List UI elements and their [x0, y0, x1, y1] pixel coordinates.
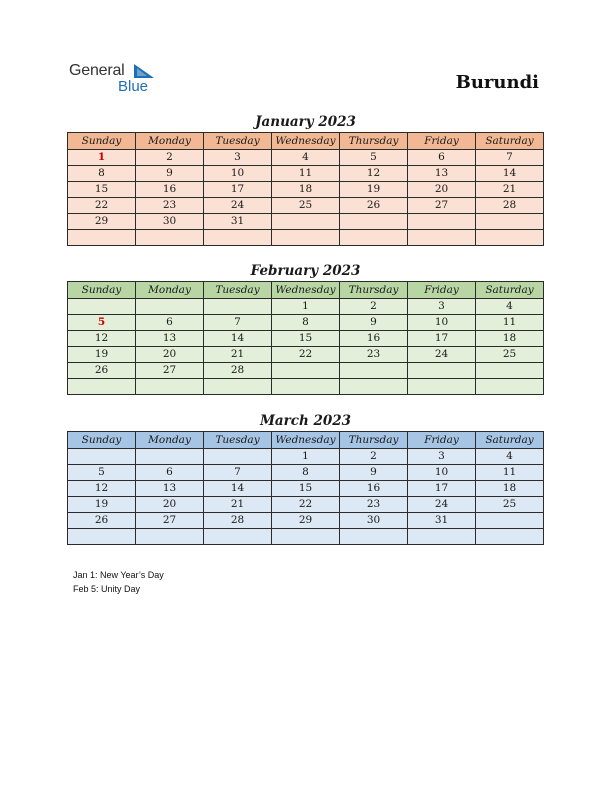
day-cell: 24 [204, 198, 272, 214]
day-cell [340, 379, 408, 395]
day-cell [136, 529, 204, 545]
day-cell: 4 [476, 449, 544, 465]
day-cell: 25 [476, 347, 544, 363]
week-row [68, 379, 544, 395]
weekday-header: Saturday [476, 282, 544, 299]
week-row [68, 465, 544, 481]
day-cell [68, 449, 136, 465]
day-cell [68, 230, 136, 246]
day-cell: 20 [136, 497, 204, 513]
month-title: January 2023 [255, 114, 356, 130]
day-cell: 2 [136, 150, 204, 166]
day-cell [68, 379, 136, 395]
day-cell: 31 [204, 214, 272, 230]
day-cell: 29 [272, 513, 340, 529]
week-row [68, 481, 544, 497]
day-cell: 6 [136, 465, 204, 481]
day-cell: 8 [68, 166, 136, 182]
day-cell: 16 [340, 481, 408, 497]
day-cell: 30 [136, 214, 204, 230]
day-cell [476, 230, 544, 246]
weekday-header: Sunday [68, 432, 136, 449]
week-row [68, 166, 544, 182]
day-cell: 15 [272, 481, 340, 497]
day-cell: 31 [408, 513, 476, 529]
day-cell: 16 [136, 182, 204, 198]
logo-word-general: General [69, 62, 125, 79]
day-cell: 13 [408, 166, 476, 182]
day-cell: 12 [68, 331, 136, 347]
day-cell: 18 [476, 331, 544, 347]
day-cell: 5 [68, 465, 136, 481]
day-cell: 4 [476, 299, 544, 315]
day-cell: 21 [204, 347, 272, 363]
day-cell: 6 [408, 150, 476, 166]
day-cell: 26 [68, 513, 136, 529]
day-cell: 23 [136, 198, 204, 214]
day-cell [340, 214, 408, 230]
day-cell: 17 [408, 331, 476, 347]
day-cell: 24 [408, 497, 476, 513]
day-cell: 9 [136, 166, 204, 182]
day-cell: 1 [272, 449, 340, 465]
day-cell: 26 [340, 198, 408, 214]
week-row [68, 449, 544, 465]
holiday-notes [73, 568, 164, 596]
day-cell: 11 [476, 315, 544, 331]
week-row [68, 150, 544, 166]
week-row [68, 363, 544, 379]
weekday-header: Sunday [68, 133, 136, 150]
day-cell: 27 [136, 513, 204, 529]
week-row [68, 315, 544, 331]
day-cell: 11 [476, 465, 544, 481]
weekday-header: Friday [408, 282, 476, 299]
day-cell: 22 [68, 198, 136, 214]
day-cell: 13 [136, 481, 204, 497]
weekday-header: Thursday [340, 133, 408, 150]
day-cell: 8 [272, 465, 340, 481]
weekday-header: Friday [408, 133, 476, 150]
logo-word-blue: Blue [118, 78, 149, 95]
day-cell: 10 [408, 465, 476, 481]
holiday-note: Feb 5: Unity Day [73, 584, 141, 594]
holiday-note: Jan 1: New Year’s Day [73, 570, 164, 580]
day-cell: 5 [340, 150, 408, 166]
day-cell [204, 529, 272, 545]
day-cell: 20 [136, 347, 204, 363]
day-cell: 27 [136, 363, 204, 379]
day-cell: 12 [340, 166, 408, 182]
week-row [68, 214, 544, 230]
weekday-header: Saturday [476, 133, 544, 150]
day-cell: 23 [340, 347, 408, 363]
day-cell: 25 [272, 198, 340, 214]
weekday-header-row [68, 282, 544, 299]
day-cell [476, 513, 544, 529]
day-cell [136, 379, 204, 395]
day-cell [136, 230, 204, 246]
day-cell: 29 [68, 214, 136, 230]
day-cell: 15 [68, 182, 136, 198]
day-cell: 4 [272, 150, 340, 166]
day-cell: 1 [272, 299, 340, 315]
weekday-header: Monday [136, 133, 204, 150]
brand-logo [69, 62, 164, 96]
day-cell: 9 [340, 315, 408, 331]
day-cell [476, 363, 544, 379]
day-cell: 20 [408, 182, 476, 198]
day-cell [408, 529, 476, 545]
day-cell [476, 214, 544, 230]
day-cell: 15 [272, 331, 340, 347]
day-cell: 28 [476, 198, 544, 214]
day-cell: 17 [408, 481, 476, 497]
day-cell [68, 299, 136, 315]
day-cell [408, 363, 476, 379]
weekday-header: Friday [408, 432, 476, 449]
day-cell [204, 299, 272, 315]
day-cell: 2 [340, 449, 408, 465]
day-cell [476, 529, 544, 545]
day-cell: 21 [476, 182, 544, 198]
weekday-header: Wednesday [272, 282, 340, 299]
week-row [68, 513, 544, 529]
day-cell [204, 230, 272, 246]
day-cell: 14 [476, 166, 544, 182]
day-cell [272, 214, 340, 230]
month-title: February 2023 [250, 263, 361, 279]
weekday-header: Thursday [340, 282, 408, 299]
weekday-header: Tuesday [204, 133, 272, 150]
country-title: Burundi [455, 72, 539, 93]
day-cell: 7 [204, 465, 272, 481]
calendar-grid [67, 431, 544, 545]
day-cell [204, 379, 272, 395]
day-cell [204, 449, 272, 465]
day-cell: 21 [204, 497, 272, 513]
day-cell: 3 [204, 150, 272, 166]
day-cell: 3 [408, 299, 476, 315]
logo-triangle-icon [134, 64, 154, 78]
day-cell: 7 [476, 150, 544, 166]
month-march [67, 411, 544, 545]
day-cell [272, 230, 340, 246]
day-cell [272, 363, 340, 379]
weekday-header: Tuesday [204, 432, 272, 449]
weekday-header: Sunday [68, 282, 136, 299]
month-title: March 2023 [259, 413, 352, 429]
day-cell: 5 [68, 315, 136, 331]
weekday-header: Monday [136, 432, 204, 449]
day-cell: 12 [68, 481, 136, 497]
day-cell: 28 [204, 363, 272, 379]
weekday-header-row [68, 133, 544, 150]
week-row [68, 198, 544, 214]
day-cell: 6 [136, 315, 204, 331]
week-row [68, 497, 544, 513]
calendar-grid [67, 132, 544, 246]
weekday-header: Wednesday [272, 133, 340, 150]
day-cell: 22 [272, 497, 340, 513]
day-cell: 3 [408, 449, 476, 465]
day-cell [68, 529, 136, 545]
month-february [67, 261, 544, 395]
day-cell [340, 230, 408, 246]
day-cell: 16 [340, 331, 408, 347]
day-cell [340, 529, 408, 545]
day-cell [136, 449, 204, 465]
day-cell: 18 [476, 481, 544, 497]
day-cell: 10 [204, 166, 272, 182]
day-cell: 17 [204, 182, 272, 198]
day-cell: 26 [68, 363, 136, 379]
day-cell [408, 214, 476, 230]
day-cell: 11 [272, 166, 340, 182]
day-cell: 25 [476, 497, 544, 513]
month-january [67, 112, 544, 246]
day-cell [272, 379, 340, 395]
week-row [68, 230, 544, 246]
day-cell: 30 [340, 513, 408, 529]
day-cell: 22 [272, 347, 340, 363]
day-cell: 28 [204, 513, 272, 529]
day-cell [408, 230, 476, 246]
day-cell: 1 [68, 150, 136, 166]
week-row [68, 299, 544, 315]
week-row [68, 182, 544, 198]
day-cell: 24 [408, 347, 476, 363]
day-cell: 14 [204, 481, 272, 497]
week-row [68, 529, 544, 545]
day-cell: 19 [68, 347, 136, 363]
day-cell: 18 [272, 182, 340, 198]
day-cell [136, 299, 204, 315]
day-cell: 10 [408, 315, 476, 331]
weekday-header: Monday [136, 282, 204, 299]
day-cell: 8 [272, 315, 340, 331]
day-cell: 14 [204, 331, 272, 347]
weekday-header: Wednesday [272, 432, 340, 449]
weekday-header: Thursday [340, 432, 408, 449]
week-row [68, 347, 544, 363]
day-cell [340, 363, 408, 379]
day-cell [272, 529, 340, 545]
day-cell: 9 [340, 465, 408, 481]
weekday-header: Tuesday [204, 282, 272, 299]
day-cell [408, 379, 476, 395]
day-cell: 2 [340, 299, 408, 315]
day-cell: 23 [340, 497, 408, 513]
calendar-grid [67, 281, 544, 395]
week-row [68, 331, 544, 347]
day-cell: 27 [408, 198, 476, 214]
weekday-header: Saturday [476, 432, 544, 449]
day-cell: 19 [340, 182, 408, 198]
day-cell: 13 [136, 331, 204, 347]
day-cell [476, 379, 544, 395]
weekday-header-row [68, 432, 544, 449]
day-cell: 19 [68, 497, 136, 513]
day-cell: 7 [204, 315, 272, 331]
